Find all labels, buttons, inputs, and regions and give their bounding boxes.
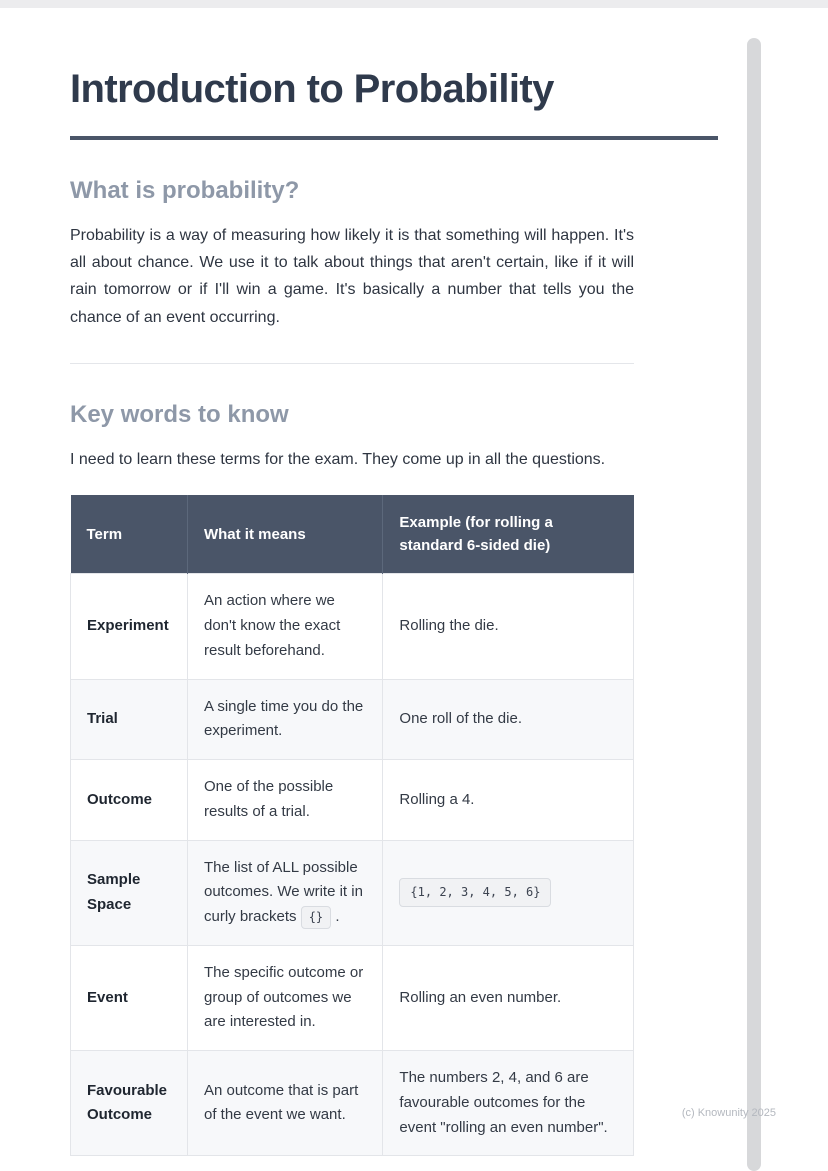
table-cell-term: Sample Space bbox=[71, 840, 188, 945]
table-row bbox=[71, 574, 634, 679]
table-cell-meaning bbox=[187, 840, 382, 945]
inline-code-chip: {} bbox=[301, 906, 331, 929]
table-cell-example: One roll of the die. bbox=[383, 679, 634, 760]
table-cell-term: Outcome bbox=[71, 760, 188, 841]
table-cell-example: The numbers 2, 4, and 6 are favourable outcomes for the event "rolling an even number". bbox=[383, 1051, 634, 1156]
table-cell-term: Experiment bbox=[71, 574, 188, 679]
table-header-term: Term bbox=[71, 495, 188, 574]
page-content bbox=[0, 8, 718, 1156]
section-heading-key-words: Key words to know bbox=[70, 400, 289, 428]
table-cell-example bbox=[383, 840, 634, 945]
table-row bbox=[71, 760, 634, 841]
table-cell-meaning: A single time you do the experiment. bbox=[187, 679, 382, 760]
keywords-table bbox=[70, 495, 634, 1157]
table-cell-meaning: The specific outcome or group of outcomes we are interested in. bbox=[187, 945, 382, 1050]
document-page bbox=[0, 8, 828, 1171]
table-cell-meaning: One of the possible results of a trial. bbox=[187, 760, 382, 841]
sample-space-set-code: {1, 2, 3, 4, 5, 6} bbox=[399, 878, 551, 907]
paragraph-what-is-probability: Probability is a way of measuring how likely it is that something will happen. It's all about chance. We use it to talk about things that aren't certain, like if it will rain tomorrow or if I'll win a game. It's basically a number that tells you the chance of an event occurring. bbox=[70, 227, 634, 326]
table-cell-example: Rolling an even number. bbox=[383, 945, 634, 1050]
footer-credit: (c) Knowunity 2025 bbox=[681, 1107, 776, 1119]
table-row bbox=[71, 945, 634, 1050]
table-cell-term: Favourable Outcome bbox=[71, 1051, 188, 1156]
table-header-example: Example (for rolling a standard 6-sided die) bbox=[383, 495, 634, 574]
table-cell-example: Rolling the die. bbox=[383, 574, 634, 679]
paragraph-key-words-intro: I need to learn these terms for the exam. They come up in all the questions. bbox=[70, 450, 606, 468]
table-row bbox=[71, 1051, 634, 1156]
table-cell-term: Trial bbox=[71, 679, 188, 760]
meaning-text: The list of ALL possible outcomes. We write it in curly brackets bbox=[203, 858, 363, 926]
table-cell-meaning: An action where we don't know the exact result beforehand. bbox=[187, 574, 382, 679]
scrollbar-thumb[interactable] bbox=[747, 38, 761, 1171]
table-row bbox=[71, 840, 634, 945]
title-underline-rule bbox=[70, 136, 718, 140]
table-cell-term: Event bbox=[71, 945, 188, 1050]
table-row bbox=[71, 679, 634, 760]
section-heading-what-is-probability: What is probability? bbox=[70, 177, 300, 204]
section-divider bbox=[70, 363, 634, 364]
page-title: Introduction to Probability bbox=[70, 67, 554, 111]
table-header-row bbox=[71, 495, 634, 574]
table-cell-example: Rolling a 4. bbox=[383, 760, 634, 841]
table-cell-meaning: An outcome that is part of the event we want. bbox=[187, 1051, 382, 1156]
table-header-meaning: What it means bbox=[187, 495, 382, 574]
meaning-suffix: . bbox=[335, 908, 340, 926]
